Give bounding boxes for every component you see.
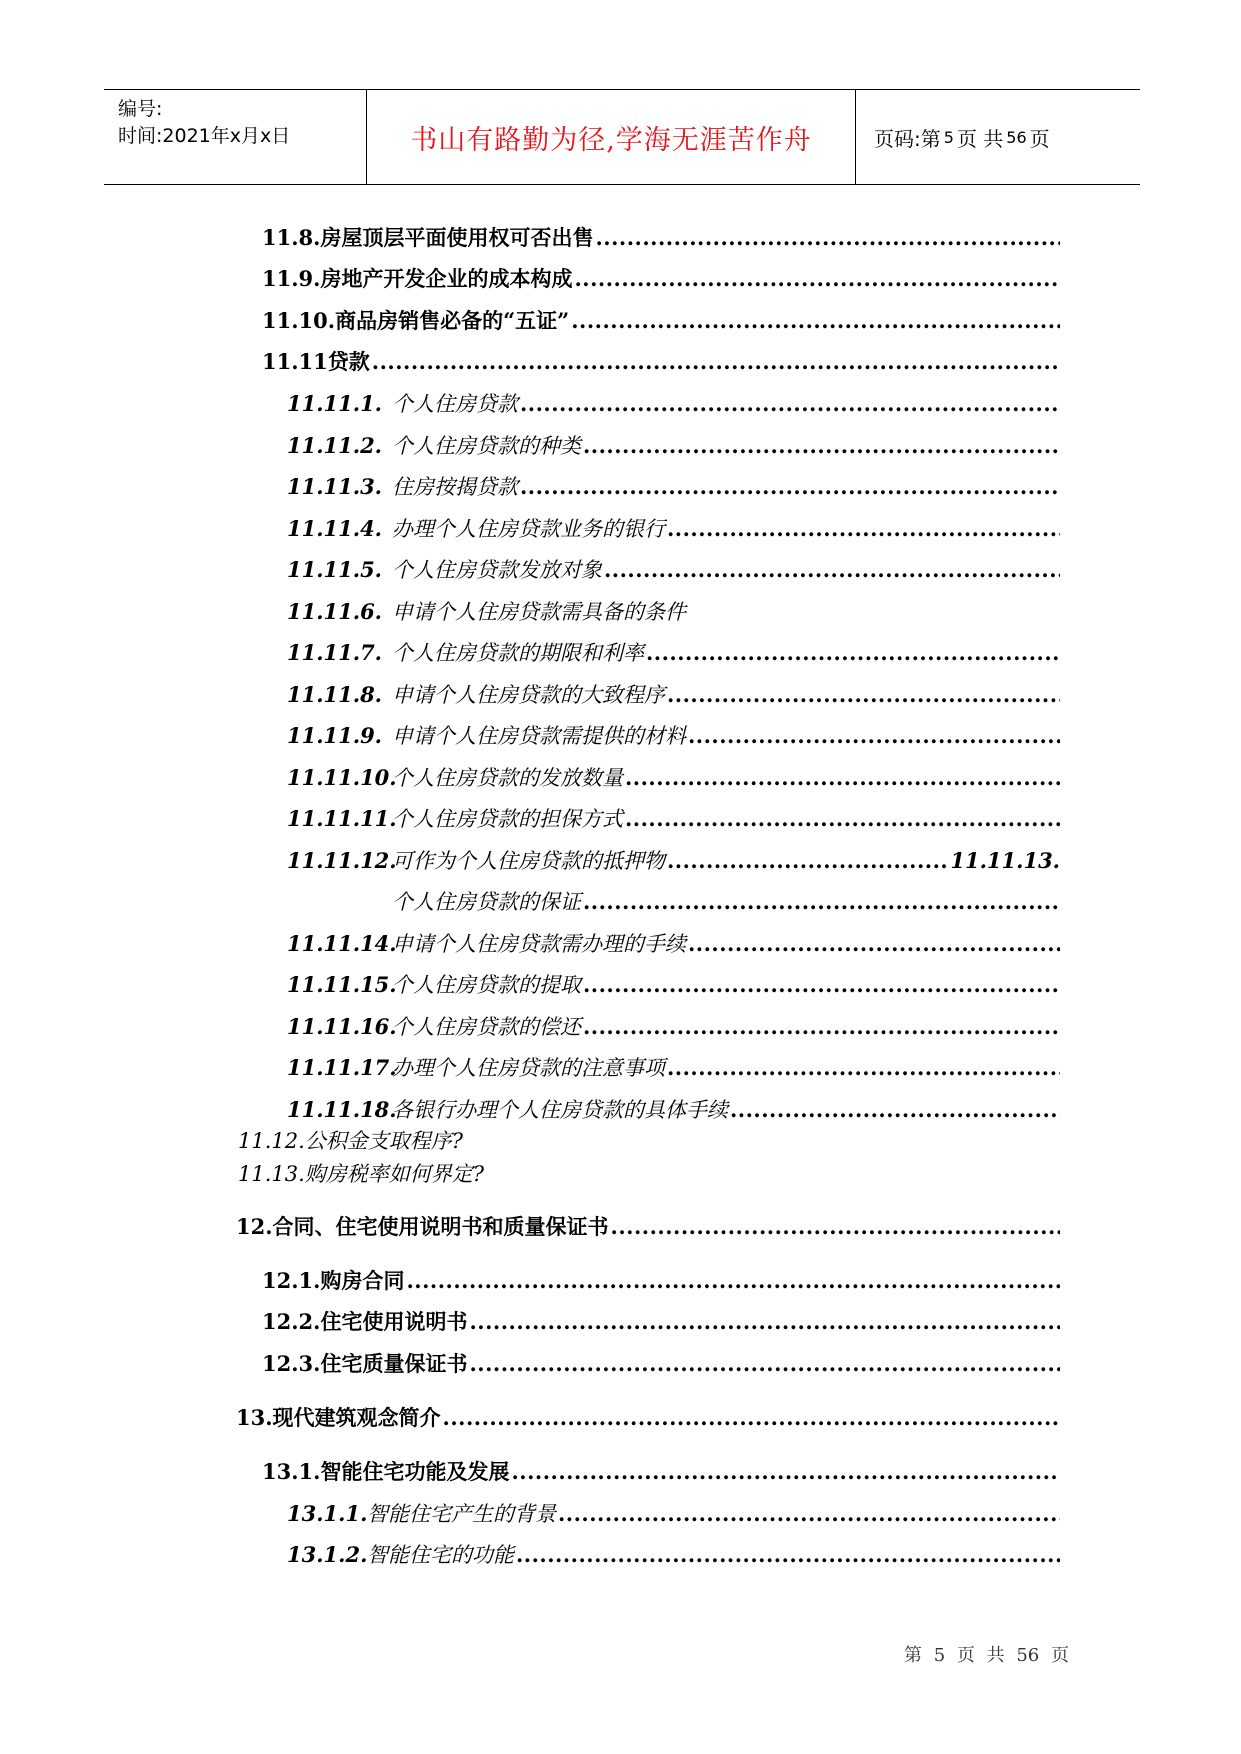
leader-dots bbox=[372, 349, 1060, 374]
toc-entry-title: 贷款 bbox=[327, 349, 370, 374]
leader-dots bbox=[443, 1405, 1060, 1430]
leader-dots bbox=[611, 1214, 1060, 1239]
toc-entry-title: 智能住宅的功能 bbox=[367, 1543, 514, 1567]
toc-entry-title: 商品房销售必备的“五证” bbox=[335, 308, 570, 333]
toc-entry-title: 个人住房贷款的担保方式 bbox=[392, 807, 623, 831]
toc-entry-number: 11.11.12. bbox=[287, 848, 397, 873]
time-label: 时间:2021年x月x日 bbox=[118, 125, 291, 147]
page-mid-label: 页 共 bbox=[956, 126, 1004, 151]
header-page-cell bbox=[856, 90, 1140, 184]
toc-subentry[interactable] bbox=[287, 1011, 1060, 1041]
leader-dots bbox=[571, 308, 1060, 333]
toc-subentry[interactable] bbox=[287, 720, 1060, 750]
toc-subentry[interactable] bbox=[287, 969, 1060, 999]
leader-dots bbox=[625, 806, 1060, 831]
leader-dots bbox=[646, 640, 1060, 665]
toc-entry[interactable] bbox=[262, 1265, 1060, 1295]
leader-dots bbox=[516, 1542, 1060, 1567]
toc-entry-title: 智能住宅产生的背景 bbox=[367, 1502, 556, 1526]
toc-entry-number: 11.11.8. bbox=[287, 682, 382, 707]
page-footer: 第 5 页 共 56 页 bbox=[904, 1645, 1069, 1666]
toc-entry-number: 11.11.18. bbox=[287, 1097, 397, 1122]
toc-entry-number: 11.9. bbox=[262, 266, 321, 291]
toc-subentry[interactable] bbox=[287, 928, 1060, 958]
toc-entry-number: 12.1. bbox=[262, 1268, 321, 1293]
toc-entry-title: 智能住宅功能及发展 bbox=[320, 1459, 510, 1484]
toc-entry-title: 住宅质量保证书 bbox=[320, 1351, 468, 1376]
header-info-cell bbox=[104, 90, 367, 184]
toc-entry-number: 12.3. bbox=[262, 1351, 321, 1376]
toc-entry-number: 11.11 bbox=[262, 349, 328, 374]
toc-entry[interactable] bbox=[262, 346, 1060, 376]
leader-dots bbox=[469, 1309, 1060, 1334]
toc-subentry[interactable] bbox=[287, 1539, 1060, 1569]
toc-entry-title: 申请个人住房贷款需提供的材料 bbox=[392, 724, 686, 748]
toc-entry-number: 11.11.10. bbox=[287, 765, 397, 790]
leader-dots bbox=[520, 391, 1060, 416]
toc-entry-number: 11.11.6. bbox=[287, 599, 382, 624]
toc-section-title: 13.现代建筑观念简介 bbox=[236, 1405, 441, 1430]
toc-entry-number: 11.10. bbox=[262, 308, 336, 333]
toc-entry-number: 12.2. bbox=[262, 1309, 321, 1334]
number-label: 编号: bbox=[118, 98, 163, 120]
toc-entry-title: 个人住房贷款的种类 bbox=[392, 434, 581, 458]
leader-dots bbox=[574, 266, 1060, 291]
toc-entry[interactable] bbox=[262, 222, 1060, 252]
toc-entry-title: 住房按揭贷款 bbox=[392, 475, 518, 499]
toc-entry-title: 个人住房贷款的保证 bbox=[392, 890, 581, 914]
toc-entry-title: 个人住房贷款发放对象 bbox=[392, 558, 602, 582]
toc-entry-title: 办理个人住房贷款的注意事项 bbox=[392, 1056, 665, 1080]
toc-subentry[interactable] bbox=[287, 803, 1060, 833]
toc-subentry[interactable] bbox=[287, 679, 1060, 709]
toc-entry-number: 11.11.3. bbox=[287, 474, 382, 499]
toc-subentry[interactable] bbox=[287, 1094, 1060, 1124]
toc-entry-number: 11.11.7. bbox=[287, 640, 382, 665]
leader-dots bbox=[625, 765, 1060, 790]
page-number: 5 bbox=[943, 127, 954, 147]
toc-entry-number: 13.1. bbox=[262, 1459, 321, 1484]
toc-entry-title: 住宅使用说明书 bbox=[320, 1309, 468, 1334]
toc-entry-title: 房屋顶层平面使用权可否出售 bbox=[320, 225, 594, 250]
leader-dots bbox=[667, 848, 946, 873]
leader-dots bbox=[583, 972, 1060, 997]
toc-entry-title: 各银行办理个人住房贷款的具体手续 bbox=[392, 1098, 728, 1122]
leader-dots bbox=[667, 516, 1060, 541]
leader-dots bbox=[583, 433, 1060, 458]
leader-dots bbox=[558, 1501, 1060, 1526]
toc-entry-number: 13.1.1. bbox=[287, 1501, 368, 1526]
toc-entry-number: 11.11.11. bbox=[287, 806, 397, 831]
toc-subentry[interactable] bbox=[287, 596, 1060, 626]
toc-subentry[interactable] bbox=[287, 471, 1060, 501]
toc-subentry[interactable] bbox=[287, 1498, 1060, 1528]
leader-dots bbox=[667, 1055, 1060, 1080]
page-label: 页码:第 bbox=[874, 126, 941, 151]
toc-entry-title: 申请个人住房贷款需具备的条件 bbox=[392, 600, 686, 624]
toc-entry[interactable] bbox=[262, 1306, 1060, 1336]
leader-dots bbox=[688, 723, 1060, 748]
toc-entry-number: 11.11.5. bbox=[287, 557, 382, 582]
leader-dots bbox=[583, 1014, 1060, 1039]
toc-entry-title: 个人住房贷款的期限和利率 bbox=[392, 641, 644, 665]
toc-entry-number: 11.11.1. bbox=[287, 391, 382, 416]
toc-entry-number: 11.11.15. bbox=[287, 972, 397, 997]
toc-entry-title: 申请个人住房贷款需办理的手续 bbox=[392, 932, 686, 956]
toc-section[interactable] bbox=[236, 1211, 1060, 1241]
toc-entry[interactable] bbox=[262, 1456, 1060, 1486]
toc-subentry[interactable] bbox=[287, 637, 1060, 667]
toc-subentry[interactable] bbox=[287, 886, 1060, 916]
toc-entry-number: 11.11.17. bbox=[287, 1055, 397, 1080]
leader-dots bbox=[406, 1268, 1060, 1293]
page-end-label: 页 bbox=[1029, 126, 1050, 151]
toc-entry-number: 11.8. bbox=[262, 225, 321, 250]
leader-dots bbox=[583, 889, 1060, 914]
toc-subentry[interactable] bbox=[287, 554, 1060, 584]
leader-dots bbox=[688, 931, 1060, 956]
toc-plain-line: 11.13.购房税率如何界定? bbox=[238, 1162, 485, 1186]
leader-dots bbox=[604, 557, 1060, 582]
toc-subentry[interactable] bbox=[287, 845, 1060, 875]
toc-entry[interactable] bbox=[262, 263, 1060, 293]
toc-entry-number: 11.11.14. bbox=[287, 931, 397, 956]
toc-entry-title: 个人住房贷款 bbox=[392, 392, 518, 416]
toc-entry-number: 11.11.2. bbox=[287, 433, 382, 458]
leader-dots bbox=[511, 1459, 1060, 1484]
header-motto: 书山有路勤为径,学海无涯苦作舟 bbox=[367, 90, 856, 184]
toc-entry-title: 个人住房贷款的偿还 bbox=[392, 1015, 581, 1039]
toc-subentry[interactable] bbox=[287, 762, 1060, 792]
page-total: 56 bbox=[1006, 127, 1027, 147]
leader-dots bbox=[667, 682, 1060, 707]
leader-dots bbox=[595, 225, 1060, 250]
toc-entry-number: 11.11.4. bbox=[287, 516, 382, 541]
toc-plain-line: 11.12.公积金支取程序? bbox=[238, 1129, 464, 1153]
toc-entry-title: 申请个人住房贷款的大致程序 bbox=[392, 683, 665, 707]
toc-subentry[interactable] bbox=[287, 1052, 1060, 1082]
toc-entry-title: 可作为个人住房贷款的抵押物 bbox=[392, 849, 665, 873]
toc-subentry[interactable] bbox=[287, 388, 1060, 418]
toc-subentry[interactable] bbox=[287, 430, 1060, 460]
toc-entry-number: 13.1.2. bbox=[287, 1542, 368, 1567]
toc-entry-title: 购房合同 bbox=[320, 1268, 405, 1293]
toc-entry-number: 11.11.9. bbox=[287, 723, 382, 748]
page-header bbox=[104, 89, 1140, 185]
toc-entry[interactable] bbox=[262, 1348, 1060, 1378]
toc-entry-number: 11.11.16. bbox=[287, 1014, 397, 1039]
toc-entry-title: 房地产开发企业的成本构成 bbox=[320, 266, 573, 291]
toc-entry-trailing-number: 11.11.13. bbox=[950, 848, 1060, 873]
toc-section[interactable] bbox=[236, 1402, 1060, 1432]
toc-entry-title: 个人住房贷款的发放数量 bbox=[392, 766, 623, 790]
toc-section-title: 12.合同、住宅使用说明书和质量保证书 bbox=[236, 1214, 609, 1239]
leader-dots bbox=[730, 1097, 1060, 1122]
toc-entry[interactable] bbox=[262, 305, 1060, 335]
leader-dots bbox=[469, 1351, 1060, 1376]
toc-entry-title: 办理个人住房贷款业务的银行 bbox=[392, 517, 665, 541]
toc-subentry[interactable] bbox=[287, 513, 1060, 543]
leader-dots bbox=[520, 474, 1060, 499]
toc-entry-title: 个人住房贷款的提取 bbox=[392, 973, 581, 997]
